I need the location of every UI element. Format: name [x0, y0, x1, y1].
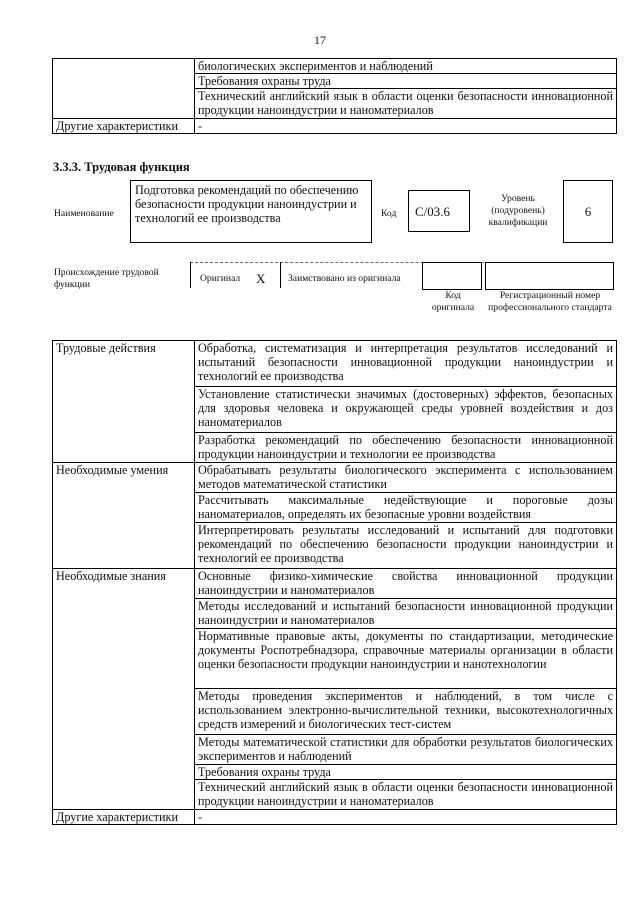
- table-row: Нормативные правовые акты, документы по стандартизации, методические документы Роспотребнадзора, справочные материалы организации в области оценки безопасности продукции наноиндустрии и нанотехнологии: [195, 629, 617, 689]
- table-row: Рассчитывать максимальные недействующие и пороговые дозы наноматериалов, определять их безопасные уровни воздействия: [195, 493, 617, 523]
- reg-number-box: [485, 262, 614, 290]
- table-row: Обработка, систематизация и интерпретация результатов исследований и испытаний безопасности инновационной продукции наноиндустрии и технологий ее производства: [195, 341, 617, 387]
- code-label: Код: [381, 208, 397, 219]
- code-original-caption: Код оригинала: [431, 290, 475, 313]
- section-label-other: Другие характеристики: [53, 810, 195, 825]
- top-table-cell: Технический английский язык в области оценки безопасности инновационной продукции наноиндустрии и наноматериалов: [195, 89, 617, 119]
- table-row: Основные физико-химические свойства инновационной продукции наноиндустрии и наноматериалов: [195, 569, 617, 599]
- original-label: Оригинал: [200, 273, 241, 284]
- level-box: [563, 180, 613, 243]
- origin-label: Происхождение трудовой функции: [54, 267, 159, 290]
- section-title: 3.3.3. Трудовая функция: [53, 160, 190, 174]
- top-table-cell: -: [195, 119, 617, 134]
- origin-left-border: [190, 262, 191, 288]
- level-label: Уровень (подуровень) квалификации: [488, 193, 548, 228]
- section-label-actions: Трудовые действия: [53, 341, 195, 463]
- main-table: [52, 340, 617, 825]
- section-label-knowledge: Необходимые знания: [53, 569, 195, 810]
- top-table: [52, 58, 617, 134]
- code-value: C/03.6: [415, 204, 451, 219]
- top-table-cell: Требования охраны труда: [195, 74, 617, 89]
- reg-number-caption: Регистрационный номер профессионального стандарта: [488, 290, 612, 313]
- section-label-skills: Необходимые умения: [53, 463, 195, 569]
- table-row: Технический английский язык в области оценки безопасности инновационной продукции наноиндустрии и наноматериалов: [195, 780, 617, 810]
- code-box: [408, 190, 470, 232]
- table-row: Методы математической статистики для обработки результатов биологических экспериментов и наблюдений: [195, 735, 617, 765]
- name-box: [130, 180, 372, 243]
- level-value: 6: [584, 204, 592, 219]
- table-row: Интерпретировать результаты исследований и испытаний для подготовки рекомендаций по обеспечению безопасности продукции наноиндустрии и технологий ее производства: [195, 523, 617, 569]
- table-row: Методы проведения экспериментов и наблюдений, в том числе с использованием электронно-вычислительной техники, высокотехнологичных средств измерений и биологических тест-систем: [195, 689, 617, 735]
- table-row: Методы исследований и испытаний безопасности инновационной продукции наноиндустрии и наноматериалов: [195, 599, 617, 629]
- name-label: Наименование: [54, 208, 114, 219]
- original-mark: X: [256, 271, 266, 286]
- name-value: Подготовка рекомендаций по обеспечению безопасности продукции наноиндустрии и технологий ее производства: [135, 183, 359, 225]
- top-table-label-other: Другие характеристики: [53, 119, 195, 134]
- table-row: -: [195, 810, 617, 825]
- table-row: Установление статистически значимых (достоверных) эффектов, безопасных для здоровья человека и окружающей среды уровней воздействия и доз наноматериалов: [195, 387, 617, 433]
- borrowed-label: Заимствовано из оригинала: [288, 273, 401, 284]
- origin-divider: [280, 262, 281, 288]
- top-table-cell: биологических экспериментов и наблюдений: [195, 59, 617, 74]
- table-row: Разработка рекомендаций по обеспечению безопасности инновационной продукции наноиндустрии и технологии ее производства: [195, 433, 617, 463]
- top-table-label-empty: [53, 59, 195, 119]
- table-row: Обрабатывать результаты биологического эксперимента с использованием методов математической статистики: [195, 463, 617, 493]
- page-number: 17: [314, 33, 326, 47]
- table-row: Требования охраны труда: [195, 765, 617, 780]
- code-original-box: [422, 262, 482, 290]
